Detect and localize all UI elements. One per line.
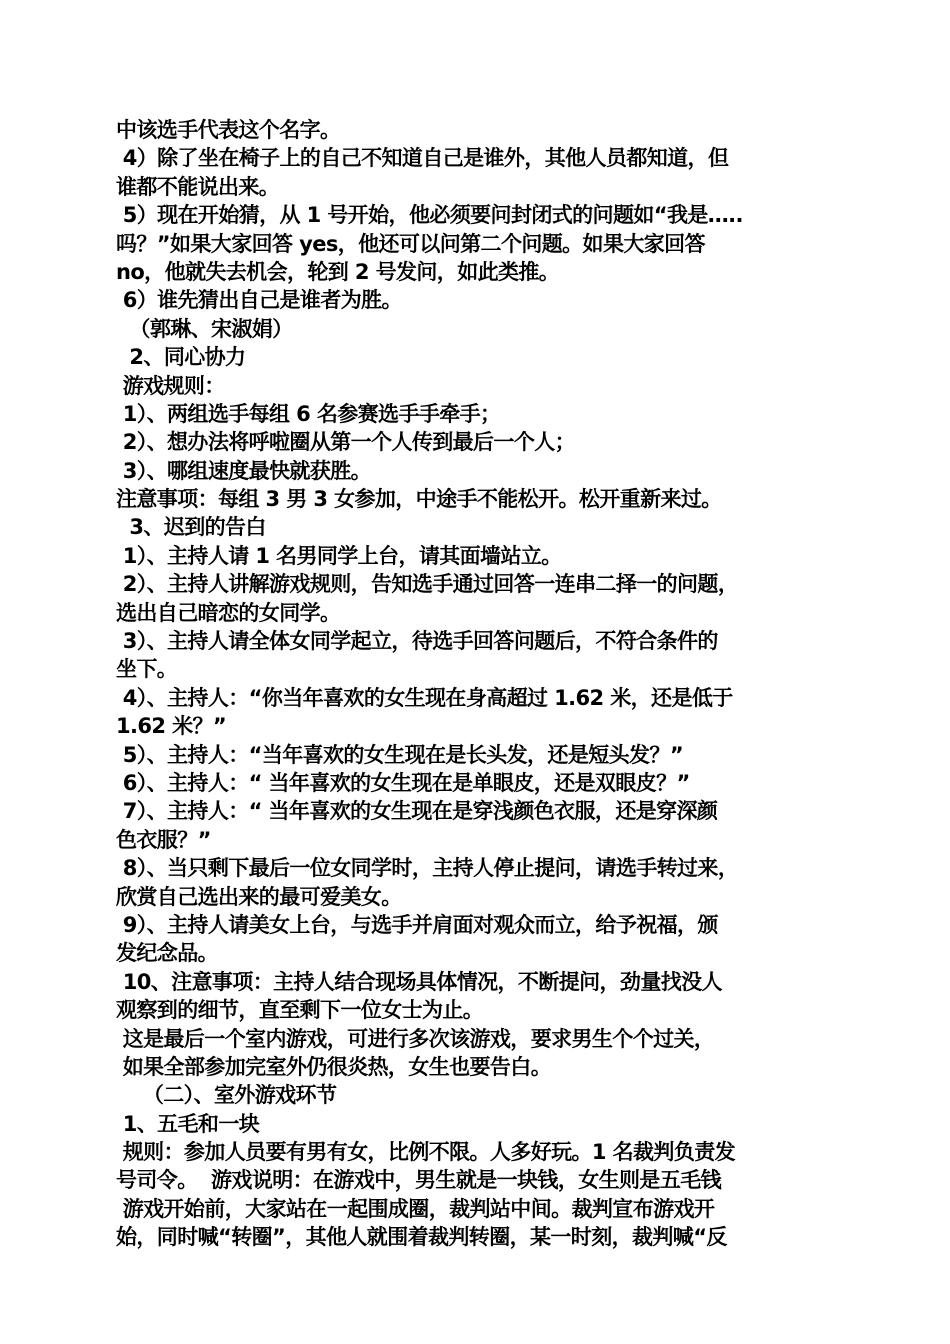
subheading: 游戏规则： — [116, 373, 225, 398]
section-heading: 2、同心协力 — [116, 345, 246, 370]
text-line: 观察到的细节，直至剩下一位女士为止。 — [116, 998, 484, 1023]
text-line: 4）除了坐在椅子上的自己不知道自己是谁外，其他人员都知道，但 — [116, 146, 729, 171]
author-credit: （郭琳、宋淑娟） — [116, 316, 293, 341]
text-line: 如果全部参加完室外仍很炎热，女生也要告白。 — [116, 1054, 552, 1079]
text-line: no，他就失去机会，轮到 2 号发问，如此类推。 — [116, 259, 560, 284]
document-page — [116, 116, 846, 1252]
text-line: 7）、主持人：“ 当年喜欢的女生现在是穿浅颜色衣服，还是穿深颜 — [116, 799, 718, 824]
text-line: 选出自己暗恋的女同学。 — [116, 600, 341, 625]
text-line: 中该选手代表这个名字。 — [116, 118, 341, 142]
text-line: 注意事项：每组 3 男 3 女参加，中途手不能松开。松开重新来过。 — [116, 487, 722, 512]
text-line: 8）、当只剩下最后一位女同学时，主持人停止提问，请选手转过来， — [116, 856, 739, 881]
text-line: 规则：参加人员要有男有女，比例不限。人多好玩。1 名裁判负责发 — [116, 1140, 736, 1165]
text-line: 欣赏自己选出来的最可爱美女。 — [116, 884, 402, 909]
text-line: 1）、两组选手每组 6 名参赛选手手牵手； — [116, 401, 501, 426]
text-line: 3）、主持人请全体女同学起立，待选手回答问题后，不符合条件的 — [116, 629, 718, 654]
text-line: 1.62 米？” — [116, 714, 227, 739]
text-line: 3）、哪组速度最快就获胜。 — [116, 458, 372, 483]
section-heading: 1、五毛和一块 — [116, 1111, 260, 1136]
text-line: 4）、主持人：“你当年喜欢的女生现在身高超过 1.62 米，还是低于 — [116, 685, 733, 710]
text-line: 5）、主持人：“当年喜欢的女生现在是长头发，还是短头发？” — [116, 742, 684, 767]
text-line: 9）、主持人请美女上台，与选手并肩面对观众而立，给予祝福，颁 — [116, 912, 718, 937]
text-line: 2）、主持人讲解游戏规则，告知选手通过回答一连串二择一的问题， — [116, 572, 739, 597]
text-line: 谁都不能说出来。 — [116, 174, 280, 199]
text-line: 号司令。 游戏说明：在游戏中，男生就是一块钱，女生则是五毛钱 — [116, 1168, 722, 1193]
text-line: 游戏开始前，大家站在一起围成圈，裁判站中间。裁判宣布游戏开 — [116, 1196, 715, 1221]
text-line: 5）现在开始猜，从 1 号开始，他必须要问封闭式的问题如“我是….. — [116, 203, 743, 228]
text-line: 这是最后一个室内游戏，可进行多次该游戏，要求男生个个过关， — [116, 1026, 715, 1051]
text-line: 色衣服？” — [116, 827, 211, 852]
text-line: 10、注意事项：主持人结合现场具体情况，不断提问，劲量找没人 — [116, 969, 722, 994]
text-line: 6）谁先猜出自己是谁者为胜。 — [116, 288, 402, 313]
text-line: 吗？”如果大家回答 yes，他还可以问第二个问题。如果大家回答 — [116, 231, 705, 256]
text-line: 坐下。 — [116, 657, 178, 682]
section-heading: （二）、室外游戏环节 — [116, 1083, 337, 1108]
section-heading: 3、迟到的告白 — [116, 515, 266, 540]
text-line: 6）、主持人：“ 当年喜欢的女生现在是单眼皮，还是双眼皮？” — [116, 770, 690, 795]
text-line: 始，同时喊“转圈”，其他人就围着裁判转圈，某一时刻，裁判喊“反 — [116, 1225, 727, 1250]
text-line: 2）、想办法将呼啦圈从第一个人传到最后一个人； — [116, 430, 576, 455]
text-line: 1）、主持人请 1 名男同学上台，请其面墙站立。 — [116, 543, 562, 568]
text-line: 发纪念品。 — [116, 941, 218, 966]
